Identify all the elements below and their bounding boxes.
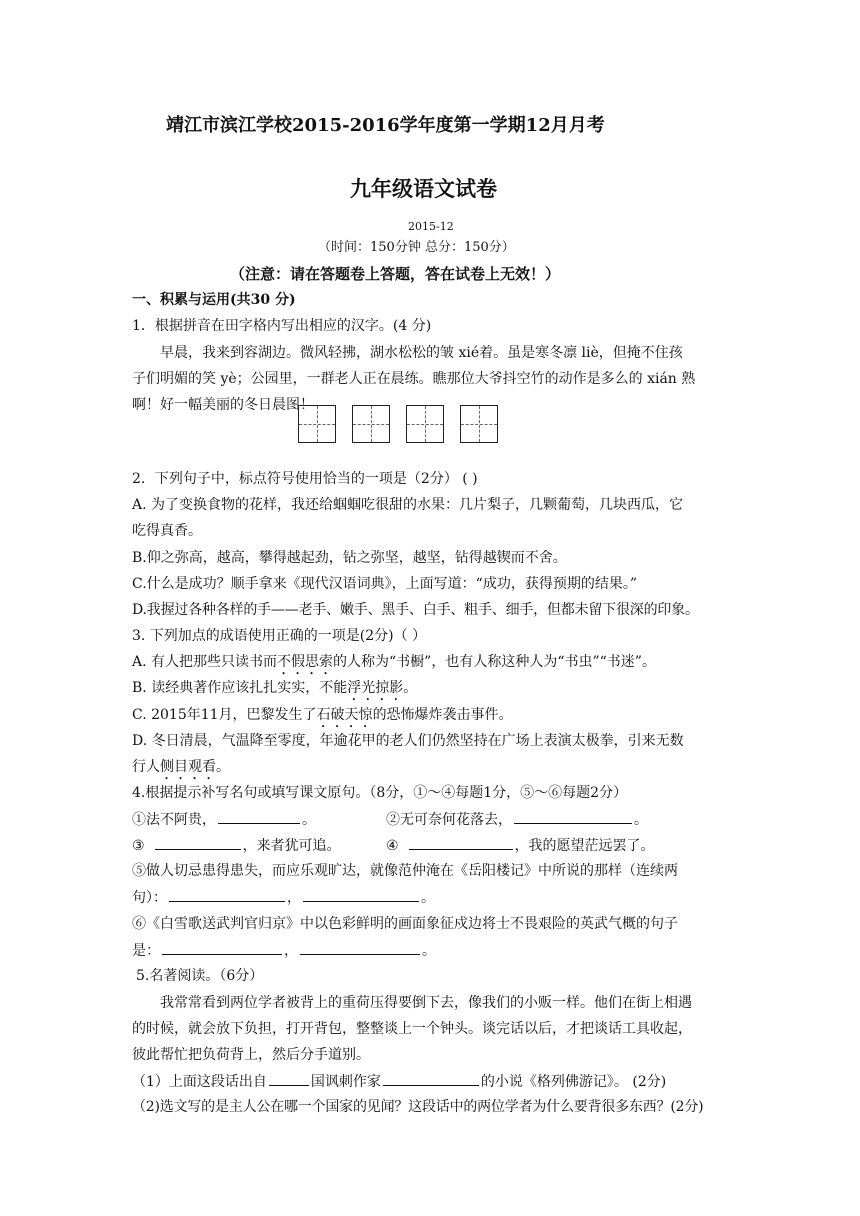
answer-blank[interactable]	[409, 836, 513, 850]
tianzige-box-4[interactable]	[460, 405, 498, 443]
q5-passage-line1: 我常常看到两位学者被背上的重荷压得要倒下去，像我们的小贩一样。他们在街上相遇	[160, 995, 692, 1011]
q4-item-4	[386, 836, 655, 855]
q4-item-4-text: ，我的愿望茫远罢了。	[514, 838, 655, 854]
answer-blank[interactable]	[514, 810, 632, 824]
q4-item-5-line1: ⑤做人切忌患得患失，而应乐观旷达，就像范仲淹在《岳阳楼记》中所说的那样（连续两	[132, 863, 678, 879]
q4-item-6-label: 是：	[132, 943, 160, 959]
school-title: 靖江市滨江学校2015-2016学年度第一学期12月月考	[166, 115, 605, 136]
q2-option-a-line2: 吃得真香。	[132, 523, 202, 539]
q3-a-text-end: 的人称为“书橱”，也有人称这种人为“书虫”“书迷”。	[333, 654, 656, 670]
answer-blank[interactable]	[169, 888, 285, 902]
q1-passage-line2: 子们明媚的笑 yè；公园里，一群老人正在晨练。瞧那位大爷抖空竹的动作是多么的 xián 熟	[132, 371, 696, 387]
q4-period: 。	[421, 890, 435, 906]
q3-b-text-end: 。	[403, 680, 418, 696]
paper-title: 九年级语文试卷	[350, 176, 497, 201]
q3-d-text: 行人	[132, 759, 160, 775]
q3-d-idiom: 侧目观看	[160, 759, 216, 775]
q3-c-text-end: 的恐怖爆炸袭击事件。	[372, 707, 513, 723]
q5-sub-1-text-end: 的小说《格列佛游记》。 (2分)	[480, 1074, 667, 1090]
q4-comma: ，	[284, 943, 298, 959]
q4-item-5-label: 句）：	[132, 890, 167, 906]
q4-item-1	[132, 810, 316, 829]
answer-blank[interactable]	[218, 810, 300, 824]
exam-date: 2015-12	[408, 220, 454, 233]
q2-option-d: D.我握过各种各样的手——老手、嫩手、黑手、白手、粗手、细手，但都未留下很深的印象。	[132, 602, 699, 618]
answer-blank[interactable]	[303, 888, 419, 902]
q3-option-b	[132, 679, 417, 704]
q3-d-text-end: 。	[216, 759, 230, 775]
answer-blank[interactable]	[269, 1072, 309, 1086]
q3-b-text: B. 读经典著作应该扎扎实实，不能	[132, 680, 348, 696]
q3-option-d-line2	[132, 758, 230, 783]
q5-passage-line3: 彼此帮忙把负荷背上，然后分手道别。	[132, 1047, 370, 1063]
q5-passage-line2: 的时候，就会放下负担，打开背包，整整谈上一个钟头。谈完话以后，才把谈话工具收起，	[132, 1021, 692, 1037]
tianzige-box-3[interactable]	[406, 405, 444, 443]
q4-item-5-line2	[132, 888, 435, 907]
answer-blank[interactable]	[155, 836, 241, 850]
section-heading: 一、积累与运用(共30 分)	[132, 292, 296, 308]
q4-period: 。	[422, 943, 436, 959]
q5-stem: 5.名著阅读。（6分）	[136, 968, 264, 984]
q5-sub-1	[132, 1072, 666, 1091]
q1-stem: 1．根据拼音在田字格内写出相应的汉字。(4 分)	[132, 318, 432, 334]
q1-passage-line3: 啊！好一幅美丽的冬日晨图！	[132, 397, 314, 413]
q3-c-idiom: 石破天惊	[316, 707, 373, 723]
q4-item-3	[132, 836, 341, 855]
q4-stem: 4.根据提示补写名句或填写课文原句。（8分，①～④每题1分，⑤～⑥每题2分）	[132, 785, 628, 801]
q4-item-1-text: ①法不阿贵，	[132, 812, 216, 828]
time-info: （时间：150分钟 总分：150分）	[318, 240, 515, 255]
q3-a-text: A. 有人把那些只读书而	[132, 654, 278, 670]
q3-c-text: C. 2015年11月，巴黎发生了	[132, 707, 317, 723]
q4-item-6-line2	[132, 941, 436, 960]
q5-sub-1-text: （1）上面这段话出自	[132, 1074, 267, 1090]
answer-blank[interactable]	[162, 941, 282, 955]
q4-comma: ，	[287, 890, 301, 906]
q4-item-3-num: ③	[132, 838, 145, 854]
notice: （注意：请在答题卷上答题，答在试卷上无效！）	[230, 265, 561, 283]
tianzige-box-2[interactable]	[352, 405, 390, 443]
q3-a-idiom: 不假思索	[277, 654, 334, 670]
q3-option-c	[132, 706, 513, 731]
answer-blank[interactable]	[300, 941, 420, 955]
q2-stem: 2．下列句子中，标点符号使用恰当的一项是（2分） ( )	[132, 471, 478, 487]
q3-b-idiom: 浮光掠影	[347, 680, 404, 696]
q3-stem: 3. 下列加点的成语使用正确的一项是(2分)（ ）	[132, 628, 427, 644]
q3-option-a	[132, 653, 656, 678]
q5-sub-1-text-mid: 国讽刺作家	[310, 1074, 381, 1090]
q2-option-b: B.仰之弥高，越高，攀得越起劲，钻之弥坚，越坚，钻得越锲而不舍。	[132, 550, 567, 566]
tianzige-box-1[interactable]	[298, 405, 336, 443]
q1-passage-line1: 早晨，我来到容湖边。微风轻拂，湖水松松的皱 xié着。虽是寒冬凛 liè，但掩不住孩	[160, 345, 683, 361]
q4-item-6-line1: ⑥《白雪歌送武判官归京》中以色彩鲜明的画面象征戍边将士不畏艰险的英武气概的句子	[132, 916, 678, 932]
q5-sub-2: （2)选文写的是主人公在哪一个国家的见闻？这段话中的两位学者为什么要背很多东西？(2分)	[132, 1099, 704, 1115]
q4-period: 。	[302, 812, 316, 828]
q2-option-c: C.什么是成功？顺手拿来《现代汉语词典》，上面写道：“成功，获得预期的结果。”	[132, 576, 637, 592]
q2-option-a-line1: A. 为了变换食物的花样，我还给蝈蝈吃很甜的水果：几片梨子，几颗葡萄，几块西瓜，它	[132, 497, 684, 513]
q4-item-3-text: ，来者犹可追。	[242, 838, 341, 854]
q4-period: 。	[634, 812, 648, 828]
q4-item-2	[386, 810, 648, 829]
q4-item-2-text: ②无可奈何花落去，	[386, 812, 512, 828]
q4-item-4-num: ④	[386, 838, 399, 854]
answer-blank[interactable]	[383, 1072, 479, 1086]
q3-option-d-line1: D. 冬日清晨，气温降至零度，年逾花甲的老人们仍然坚持在广场上表演太极拳，引来无数	[132, 733, 684, 749]
